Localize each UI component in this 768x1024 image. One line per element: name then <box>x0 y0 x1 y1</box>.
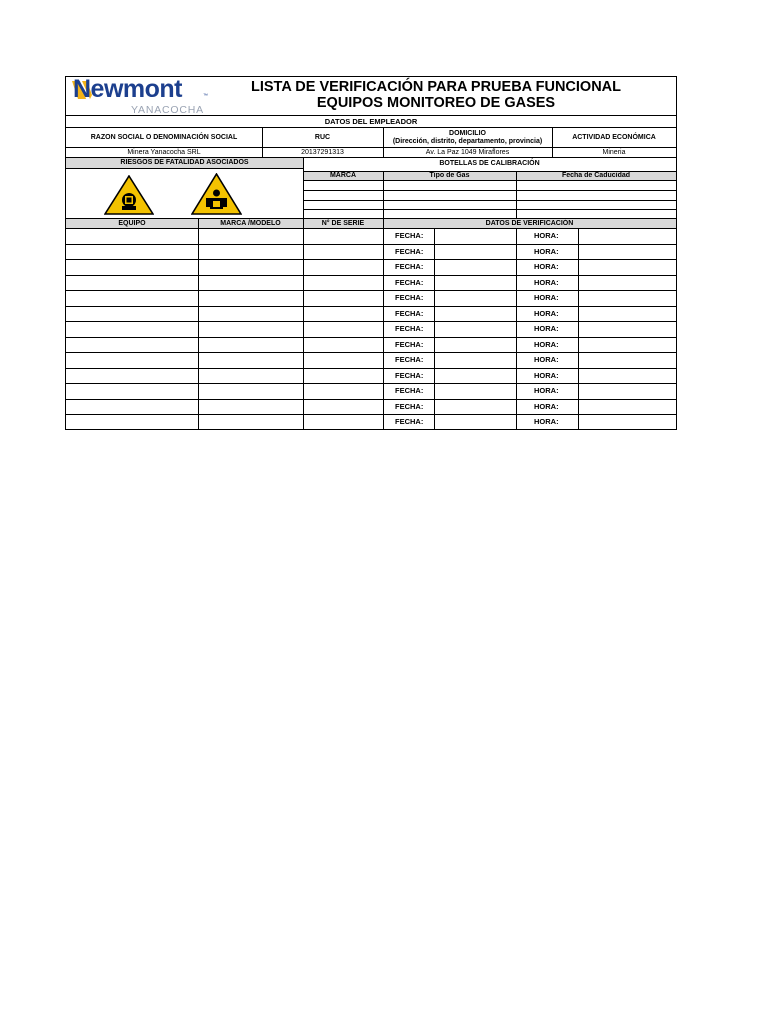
hora-label: HORA: <box>534 401 559 411</box>
header-actividad: ACTIVIDAD ECONÓMICA <box>572 133 656 141</box>
logo-brand-text: Newmont <box>73 75 182 103</box>
header-domicilio-line1: DOMICILIO <box>449 130 486 138</box>
equipment-col-equipo: EQUIPO <box>118 219 146 227</box>
hora-label: HORA: <box>534 308 559 318</box>
equipment-row[interactable] <box>66 306 676 322</box>
fecha-label: FECHA: <box>395 246 424 256</box>
equipment-row[interactable] <box>66 244 676 260</box>
employer-section-title: DATOS DEL EMPLEADOR <box>324 116 418 126</box>
fecha-label: FECHA: <box>395 308 424 318</box>
hora-label: HORA: <box>534 417 559 426</box>
equipment-row[interactable] <box>66 414 676 430</box>
hora-label: HORA: <box>534 370 559 380</box>
fecha-label: FECHA: <box>395 355 424 364</box>
fecha-label: FECHA: <box>395 262 424 271</box>
fecha-label: FECHA: <box>395 386 424 395</box>
calibration-title: BOTELLAS DE CALIBRACIÓN <box>439 160 540 168</box>
equipment-row[interactable] <box>66 259 676 275</box>
fecha-label: FECHA: <box>395 231 424 240</box>
equipment-row[interactable] <box>66 275 676 291</box>
calibration-col-marca: MARCA <box>329 171 357 179</box>
hora-label: HORA: <box>534 262 559 271</box>
header-ruc: RUC <box>314 133 331 141</box>
hora-label: HORA: <box>534 386 559 395</box>
hora-label: HORA: <box>534 277 559 287</box>
header-domicilio <box>383 128 552 147</box>
hora-label: HORA: <box>534 231 559 240</box>
form-title-line2: EQUIPOS MONITOREO DE GASES <box>316 95 556 111</box>
hora-label: HORA: <box>534 339 559 349</box>
value-ruc[interactable]: 20137291313 <box>301 148 344 156</box>
verification-form <box>65 76 677 430</box>
fecha-label: FECHA: <box>395 277 424 287</box>
form-title <box>208 79 664 111</box>
fecha-label: FECHA: <box>395 324 424 333</box>
header-domicilio-line2: (Dirección, distrito, departamento, provincia) <box>392 137 543 145</box>
fecha-label: FECHA: <box>395 370 424 380</box>
logo-trademark: ™ <box>203 93 208 99</box>
fecha-label: FECHA: <box>395 417 424 426</box>
value-razon-social[interactable]: Minera Yanacocha SRL <box>127 148 201 156</box>
equipment-col-serie: N° DE SERIE <box>321 219 365 227</box>
hora-label: HORA: <box>534 293 559 302</box>
logo-subbrand: YANACOCHA <box>131 104 204 116</box>
newmont-logo <box>69 77 209 118</box>
hora-label: HORA: <box>534 324 559 333</box>
calibration-col-fecha-caducidad: Fecha de Caducidad <box>561 171 631 179</box>
equipment-row[interactable] <box>66 337 676 353</box>
equipment-row[interactable] <box>66 383 676 399</box>
value-actividad[interactable]: Mineria <box>602 148 626 156</box>
header-razon-social: RAZON SOCIAL O DENOMINACIÓN SOCIAL <box>90 133 238 141</box>
equipment-row[interactable] <box>66 399 676 415</box>
equipment-row[interactable] <box>66 368 676 384</box>
hora-label: HORA: <box>534 246 559 256</box>
risks-title: RIESGOS DE FATALIDAD ASOCIADOS <box>120 159 249 167</box>
fecha-label: FECHA: <box>395 401 424 411</box>
toxic-exposure-warning-icon <box>191 173 242 215</box>
equipment-col-marca-modelo: MARCA /MODELO <box>220 219 281 227</box>
fecha-label: FECHA: <box>395 293 424 302</box>
equipment-row[interactable] <box>66 321 676 337</box>
equipment-col-verificacion: DATOS DE VERIFICACIÓN <box>485 219 574 227</box>
hora-label: HORA: <box>534 355 559 364</box>
equipment-row[interactable] <box>66 290 676 306</box>
gas-mask-warning-icon <box>104 175 154 215</box>
value-domicilio[interactable]: Av. La Paz 1049 Miraflores <box>425 148 510 156</box>
fecha-label: FECHA: <box>395 339 424 349</box>
equipment-row[interactable] <box>66 228 676 244</box>
equipment-row[interactable] <box>66 352 676 368</box>
form-title-line1: LISTA DE VERIFICACIÓN PARA PRUEBA FUNCIONAL <box>250 79 622 95</box>
calibration-col-tipo-gas: Tipo de Gas <box>429 171 470 179</box>
